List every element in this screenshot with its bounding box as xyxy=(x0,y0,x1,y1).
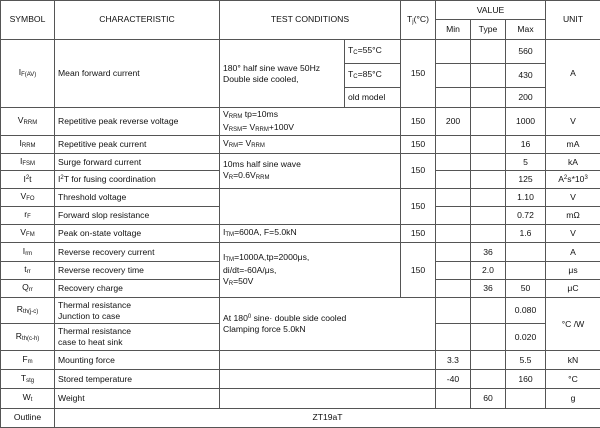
tj-surge: 150 xyxy=(401,154,436,188)
unit-vfo: V xyxy=(546,188,600,206)
header-characteristic: CHARACTERISTIC xyxy=(55,1,220,40)
tj-vfm: 150 xyxy=(401,225,436,243)
typ-cell xyxy=(471,298,506,324)
typ-cell xyxy=(471,225,506,243)
symbol-rthch: $R_{th(c-h)}$ xyxy=(1,324,55,350)
characteristic-irrm: Repetitive peak current xyxy=(55,135,220,153)
characteristic-wt: Weight xyxy=(55,389,220,408)
table-row xyxy=(1,370,600,389)
max-vfm: 1.6 xyxy=(506,225,546,243)
characteristic-ifsm: Surge forward current xyxy=(55,154,220,171)
min-cell xyxy=(436,188,471,206)
subcondition-85c: $T_C=85^\circ C$ xyxy=(345,63,401,87)
table-row xyxy=(1,389,600,408)
symbol-ifav: $I_{F(AV)}$ xyxy=(1,39,55,108)
tj-recovery: 150 xyxy=(401,243,436,298)
typ-cell xyxy=(471,88,506,108)
typ-cell xyxy=(471,350,506,369)
characteristic-vfm: Peak on-state voltage xyxy=(55,225,220,243)
typ-cell xyxy=(471,63,506,87)
min-cell xyxy=(436,154,471,171)
typ-cell xyxy=(471,370,506,389)
unit-vfm: V xyxy=(546,225,600,243)
table-row xyxy=(1,154,600,171)
max-vfo: 1.10 xyxy=(506,188,546,206)
typ-wt: 60 xyxy=(471,389,506,408)
typ-qrr: 36 xyxy=(471,279,506,297)
min-cell xyxy=(436,206,471,224)
unit-vrrm: V xyxy=(546,108,600,135)
typ-cell xyxy=(471,39,506,63)
header-tj: $T_j(^\circ C)$ xyxy=(401,1,436,40)
typ-cell xyxy=(471,324,506,350)
symbol-ifsm: $I_{FSM}$ xyxy=(1,154,55,171)
min-cell xyxy=(436,389,471,408)
symbol-vfo: $V_{FO}$ xyxy=(1,188,55,206)
table-row xyxy=(1,225,600,243)
max-vrrm: 1000 xyxy=(506,108,546,135)
max-rthjc: 0.080 xyxy=(506,298,546,324)
typ-cell xyxy=(471,188,506,206)
symbol-trr: $t_{rr}$ xyxy=(1,261,55,279)
symbol-rthjc: $R_{th(j-c)}$ xyxy=(1,298,55,324)
characteristic-tstg: Stored temperature xyxy=(55,370,220,389)
symbol-qrr: $Q_{rr}$ xyxy=(1,279,55,297)
characteristic-qrr: Recovery charge xyxy=(55,279,220,297)
max-ifav-old: 200 xyxy=(506,88,546,108)
table-row xyxy=(1,408,600,427)
header-min: Min xyxy=(436,20,471,39)
symbol-vrrm: $V_{RRM}$ xyxy=(1,108,55,135)
min-cell xyxy=(436,135,471,153)
unit-irrm: mA xyxy=(546,135,600,153)
characteristic-irm: Reverse recovery current xyxy=(55,243,220,261)
min-cell xyxy=(436,279,471,297)
unit-ifav: A xyxy=(546,39,600,108)
symbol-tstg: $T_{stg}$ xyxy=(1,370,55,389)
max-cell xyxy=(506,243,546,261)
conditions-recovery: $I_{TM}=1000A,tp=2000\mu s$, di/dt=-60A/μs, $V_R=50V$ xyxy=(220,243,401,298)
min-cell xyxy=(436,39,471,63)
subcondition-old-model: old model xyxy=(345,88,401,108)
tj-irrm: 150 xyxy=(401,135,436,153)
min-vrrm: 200 xyxy=(436,108,471,135)
unit-qrr: μC xyxy=(546,279,600,297)
table-row xyxy=(1,39,600,63)
characteristic-ifav: Mean forward current xyxy=(55,39,220,108)
min-cell xyxy=(436,171,471,188)
table-row xyxy=(1,135,600,153)
min-cell xyxy=(436,88,471,108)
min-cell xyxy=(436,225,471,243)
characteristic-vfo: Threshold voltage xyxy=(55,188,220,206)
header-typ: Type xyxy=(471,20,506,39)
header-symbol: SYMBOL xyxy=(1,1,55,40)
typ-trr: 2.0 xyxy=(471,261,506,279)
symbol-i2t: $I^2t$ xyxy=(1,171,55,188)
characteristic-trr: Reverse recovery time xyxy=(55,261,220,279)
unit-thermal: °C /W xyxy=(546,298,600,351)
tj-vfo-rf: 150 xyxy=(401,188,436,225)
min-cell xyxy=(436,261,471,279)
max-rf: 0.72 xyxy=(506,206,546,224)
unit-i2t: $A^2s*10^3$ xyxy=(546,171,600,188)
unit-trr: μs xyxy=(546,261,600,279)
typ-cell xyxy=(471,171,506,188)
conditions-vfm: $I_{TM}=600A$, F=5.0kN xyxy=(220,225,401,243)
symbol-fm: $F_m$ xyxy=(1,350,55,369)
max-ifsm: 5 xyxy=(506,154,546,171)
max-rthch: 0.020 xyxy=(506,324,546,350)
table-row xyxy=(1,350,600,369)
conditions-vfo-rf xyxy=(220,188,401,225)
conditions-thermal: At $180^0$ sine· double side cooled Clamping force 5.0kN xyxy=(220,298,436,351)
unit-rf: mΩ xyxy=(546,206,600,224)
symbol-vfm: $V_{FM}$ xyxy=(1,225,55,243)
characteristic-fm: Mounting force xyxy=(55,350,220,369)
typ-cell xyxy=(471,108,506,135)
outline-value: ZT19aT xyxy=(55,408,600,427)
symbol-rf: $r_F$ xyxy=(1,206,55,224)
unit-tstg: °C xyxy=(546,370,600,389)
header-value: VALUE xyxy=(436,1,546,20)
min-tstg: -40 xyxy=(436,370,471,389)
typ-irm: 36 xyxy=(471,243,506,261)
conditions-wt xyxy=(220,389,436,408)
header-test-conditions: TEST CONDITIONS xyxy=(220,1,401,40)
unit-wt: g xyxy=(546,389,600,408)
conditions-fm xyxy=(220,350,436,369)
min-cell xyxy=(436,63,471,87)
max-i2t: 125 xyxy=(506,171,546,188)
table-row xyxy=(1,298,600,324)
max-tstg: 160 xyxy=(506,370,546,389)
subcondition-55c: $T_C=55^\circ C$ xyxy=(345,39,401,63)
conditions-surge: 10ms half sine wave $V_R=0.6V_{RRM}$ xyxy=(220,154,401,188)
conditions-vrrm: $V_{RRM}$ tp=10ms $V_{RSM}= V_{RRM}+100V$ xyxy=(220,108,401,135)
characteristic-rthjc: Thermal resistance Junction to case xyxy=(55,298,220,324)
typ-cell xyxy=(471,206,506,224)
max-cell xyxy=(506,389,546,408)
typ-cell xyxy=(471,135,506,153)
characteristic-rthch: Thermal resistance case to heat sink xyxy=(55,324,220,350)
max-irrm: 16 xyxy=(506,135,546,153)
unit-ifsm: kA xyxy=(546,154,600,171)
conditions-ifav: 180° half sine wave 50Hz Double side cooled, xyxy=(220,39,345,108)
min-fm: 3.3 xyxy=(436,350,471,369)
min-cell xyxy=(436,298,471,324)
max-cell xyxy=(506,261,546,279)
symbol-irm: $I_{rm}$ xyxy=(1,243,55,261)
conditions-irrm: $V_{RM}= V_{RRM}$ xyxy=(220,135,401,153)
characteristic-i2t: $I^2T$ for fusing coordination xyxy=(55,171,220,188)
max-qrr: 50 xyxy=(506,279,546,297)
max-ifav-55: 560 xyxy=(506,39,546,63)
table-row xyxy=(1,108,600,135)
max-fm: 5.5 xyxy=(506,350,546,369)
characteristic-vrrm: Repetitive peak reverse voltage xyxy=(55,108,220,135)
table-row xyxy=(1,188,600,206)
min-cell xyxy=(436,243,471,261)
tj-ifav: 150 xyxy=(401,39,436,108)
symbol-wt: $W_t$ xyxy=(1,389,55,408)
outline-label: Outline xyxy=(1,408,55,427)
tj-vrrm: 150 xyxy=(401,108,436,135)
unit-fm: kN xyxy=(546,350,600,369)
min-cell xyxy=(436,324,471,350)
typ-cell xyxy=(471,154,506,171)
symbol-irrm: $I_{RRM}$ xyxy=(1,135,55,153)
unit-irm: A xyxy=(546,243,600,261)
characteristic-rf: Forward slop resistance xyxy=(55,206,220,224)
max-ifav-85: 430 xyxy=(506,63,546,87)
header-max: Max xyxy=(506,20,546,39)
table-row xyxy=(1,243,600,261)
header-unit: UNIT xyxy=(546,1,600,40)
conditions-tstg xyxy=(220,370,436,389)
